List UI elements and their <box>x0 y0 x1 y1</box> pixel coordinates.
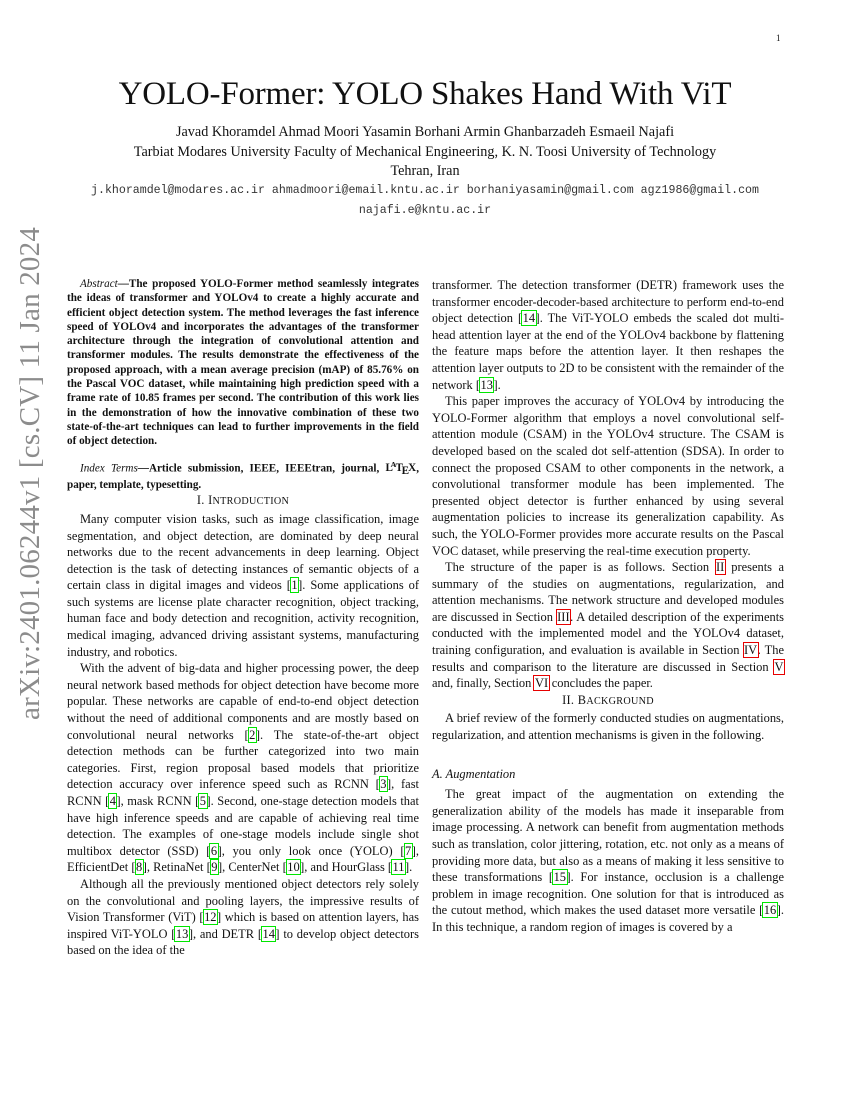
citation-link[interactable]: 10 <box>287 860 300 875</box>
citation-link[interactable]: 13 <box>175 926 189 941</box>
text-run: ], fast RCNN [ <box>67 777 420 808</box>
index-terms-label: Index Terms <box>80 462 138 475</box>
text-run: The great impact of the augmentation on extending the generalization ability of the models has made it inseparable from image processing. A network can benefit from augmentation methods such as translation, color jittering, rotation, etc. not only as a means of providing more data, but also as a means of making it less sensitive to these transformations [ <box>432 787 784 885</box>
citation-link[interactable]: 2 <box>249 727 256 742</box>
text-run: . The results and comparison to the literature are discussed in Section <box>432 643 784 674</box>
text-run: presents a summary of the studies on augmentations, regularization, and attention mechanisms. The network structure and developed modules are discussed in Section <box>432 560 784 624</box>
section-link[interactable]: VI <box>534 676 549 691</box>
citation-link[interactable]: 8 <box>136 860 143 875</box>
text-run: ]. Second, one-stage detection models that have high inference speeds and are capable of achieving real time detection. The examples of one-stage models include single shot multibox detector (SSD) [ <box>67 794 420 858</box>
section-heading-background <box>432 692 784 711</box>
citation-link[interactable]: 1 <box>291 578 298 593</box>
abstract-label: Abstract <box>80 278 118 290</box>
index-terms-text: —Article submission, IEEE, IEEEtran, journal, <box>137 462 386 475</box>
right-column <box>432 277 784 936</box>
text-run: Although all the previously mentioned object detectors rely solely on the convolutional and pooling layers, the impressive results of Vision Transformer (ViT) [ <box>67 876 419 925</box>
text-run: concludes the paper. <box>548 676 653 691</box>
section-numeral: I. <box>196 493 209 508</box>
intro-paragraph-3-continued <box>432 277 784 393</box>
latex-logo: $L^AT_EX$ <box>385 459 417 477</box>
text-run: ]. Some applications of such systems are license plate character recognition, object tracking, human face and body detection and recognition, activity recognition, medical imaging, advanced driving assistant systems, manufacturing industry, and robotics. <box>67 578 420 659</box>
text-run: ] to develop object detectors based on the idea of the <box>67 926 420 958</box>
text-run: ] which is based on attention layers, has inspired ViT-YOLO [ <box>67 910 419 941</box>
text-run: ], CenterNet [ <box>217 860 287 875</box>
index-terms <box>67 458 419 493</box>
left-column <box>67 277 419 959</box>
text-run: ]. The state-of-the-art object detection methods can be further categorized into two main categories. First, region proposal based models that prioritize detection accuracy over inference speed such as RCNN [ <box>67 727 419 792</box>
citation-link[interactable]: 6 <box>210 843 218 858</box>
text-run: ], and DETR [ <box>188 926 262 941</box>
augmentation-paragraph-1 <box>432 786 784 935</box>
text-run: Many computer vision tasks, such as image classification, image segmentation, and object detection, are dominated by deep neural networks due to the recent advancements in deep learning. Object detection is the task of detecting instances of semantic objects of a certain class in digital images and videos [ <box>67 511 419 593</box>
page-number: 1 <box>776 33 781 43</box>
email-list: j.khoramdel@modares.ac.ir ahmadmoori@email.kntu.ac.ir borhaniyasamin@gmail.com agz1986@gmail.com <box>91 184 759 197</box>
arxiv-stamp: arXiv:2401.06244v1 [cs.CV] 11 Jan 2024 <box>14 226 46 720</box>
intro-paragraph-3 <box>67 876 419 959</box>
text-run: and, finally, Section <box>432 676 535 691</box>
email-list-continued: najafi.e@kntu.ac.ir <box>358 204 492 217</box>
citation-link[interactable]: 11 <box>392 860 405 875</box>
section-title-rest: NTRODUCTION <box>212 496 290 508</box>
section-link[interactable]: IV <box>744 643 758 658</box>
citation-link[interactable]: 3 <box>380 777 387 792</box>
index-terms-text-end: , paper, template, typesetting. <box>67 462 419 492</box>
text-run: ], and HourGlass [ <box>300 860 393 875</box>
citation-link[interactable]: 13 <box>480 377 493 392</box>
section-numeral: II. <box>562 692 578 707</box>
citation-link[interactable]: 7 <box>405 843 412 858</box>
abstract-text: —The proposed YOLO-Former method seamlessly integrates the ideas of transformer and YOLOv4 to create a highly accurate and efficient object detection system. The method leverages the fast inference speed of YOLOv4 and incorporates the advantages of the transformer architecture through the integration of convolutional attention and transformer modules. The results demonstrate the effectiveness of the proposed approach, with a mean average precision (mAP) of 85.76% on the Pascal VOC dataset, while maintaining high prediction speed with a frame rate of 10.85 frames per second. The contribution of this work lies in the demonstration of how the innovative combination of these two state-of-the-art techniques can lead to further improvements in the field of object detection. <box>67 278 419 448</box>
intro-paragraph-4: This paper improves the accuracy of YOLOv4 by introducing the YOLO-Former algorithm that employs a novel convolutional self-attention module (CSAM) in the YOLOv4 structure. The CSAM is developed based on the scaled dot self-attention (SDSA). In order to connect the proposed CSAM to other components in the network, a convolutional transformer module has been implemented. The presented object detector is further enhanced by using several augmentation policies to increase its generalization capability. As such, the YOLO-Former provides more accurate results on the Pascal VOC dataset, while preserving the real-time execution property. <box>432 394 784 558</box>
section-link[interactable]: II <box>716 560 725 575</box>
subsection-heading-augmentation: A. Augmentation <box>432 766 516 781</box>
citation-link[interactable]: 15 <box>553 870 567 885</box>
citation-link[interactable]: 4 <box>109 794 116 808</box>
citation-link[interactable]: 9 <box>211 860 218 875</box>
text-run: ]. In this technique, a random region of images is covered by a <box>432 903 784 934</box>
citation-link[interactable]: 5 <box>199 794 207 808</box>
citation-link[interactable]: 16 <box>763 903 777 918</box>
citation-link[interactable]: 14 <box>522 311 536 326</box>
section-title-initial: B <box>577 692 587 707</box>
background-paragraph-1: A brief review of the formerly conducted studies on augmentations, regularization, and attention mechanisms is given in the following. <box>432 711 784 743</box>
text-run: ], RetinaNet [ <box>142 860 211 875</box>
text-run: transformer. The detection transformer (DETR) framework uses the transformer encoder-decoder-based architecture to perform end-to-end object detection [ <box>432 278 784 326</box>
text-run: ], mask RCNN [ <box>116 794 200 808</box>
text-run: ]. <box>493 377 501 392</box>
section-link[interactable]: V <box>774 659 784 674</box>
text-run: With the advent of big-data and higher processing power, the deep neural network based methods for object detection have become more popular. These networks are capable of end-to-end object detection without the need of additional components and are mostly based on convolutional neural networks [ <box>67 661 419 742</box>
intro-paragraph-1 <box>67 511 419 660</box>
text-run: . A detailed description of the experiments conducted with the implemented model and the YOLOv4 dataset, training configuration, and evaluation is available in Section <box>432 609 784 658</box>
intro-paragraph-2 <box>67 660 419 876</box>
abstract <box>67 277 419 449</box>
intro-paragraph-5 <box>432 559 784 692</box>
citation-link[interactable]: 14 <box>262 926 275 941</box>
section-title-initial: I <box>208 493 213 508</box>
text-run: The structure of the paper is as follows. Section <box>445 560 716 575</box>
author-list: Javad Khoramdel Ahmad Moori Yasamin Borhani Armin Ghanbarzadeh Esmaeil Najafi <box>175 124 675 140</box>
paper-title: YOLO-Former: YOLO Shakes Hand With ViT <box>118 76 732 112</box>
affiliation: Tarbiat Modares University Faculty of Mechanical Engineering, K. N. Toosi University of Technology <box>133 144 717 160</box>
text-run: ], you only look once (YOLO) [ <box>217 843 405 858</box>
text-run: ]. For instance, occlusion is a challenge problem in image recognition. One solution for that is introduced as the cutout method, which makes the used dataset more versatile [ <box>432 870 784 918</box>
section-title-rest: ACKGROUND <box>586 695 654 707</box>
section-heading-introduction <box>67 492 419 511</box>
location: Tehran, Iran <box>390 163 460 179</box>
section-link[interactable]: III <box>557 609 570 624</box>
text-run: ]. <box>405 860 413 875</box>
text-run: ], EfficientDet [ <box>67 843 420 875</box>
text-run: ]. The ViT-YOLO embeds the scaled dot multi-head attention layer at the end of the YOLOv4 backbone by flattening the feature maps before the attention layer. It then reshapes the attention layer outputs to 2D to be consistent with the remainder of the network [ <box>432 311 784 392</box>
citation-link[interactable]: 12 <box>204 910 217 925</box>
